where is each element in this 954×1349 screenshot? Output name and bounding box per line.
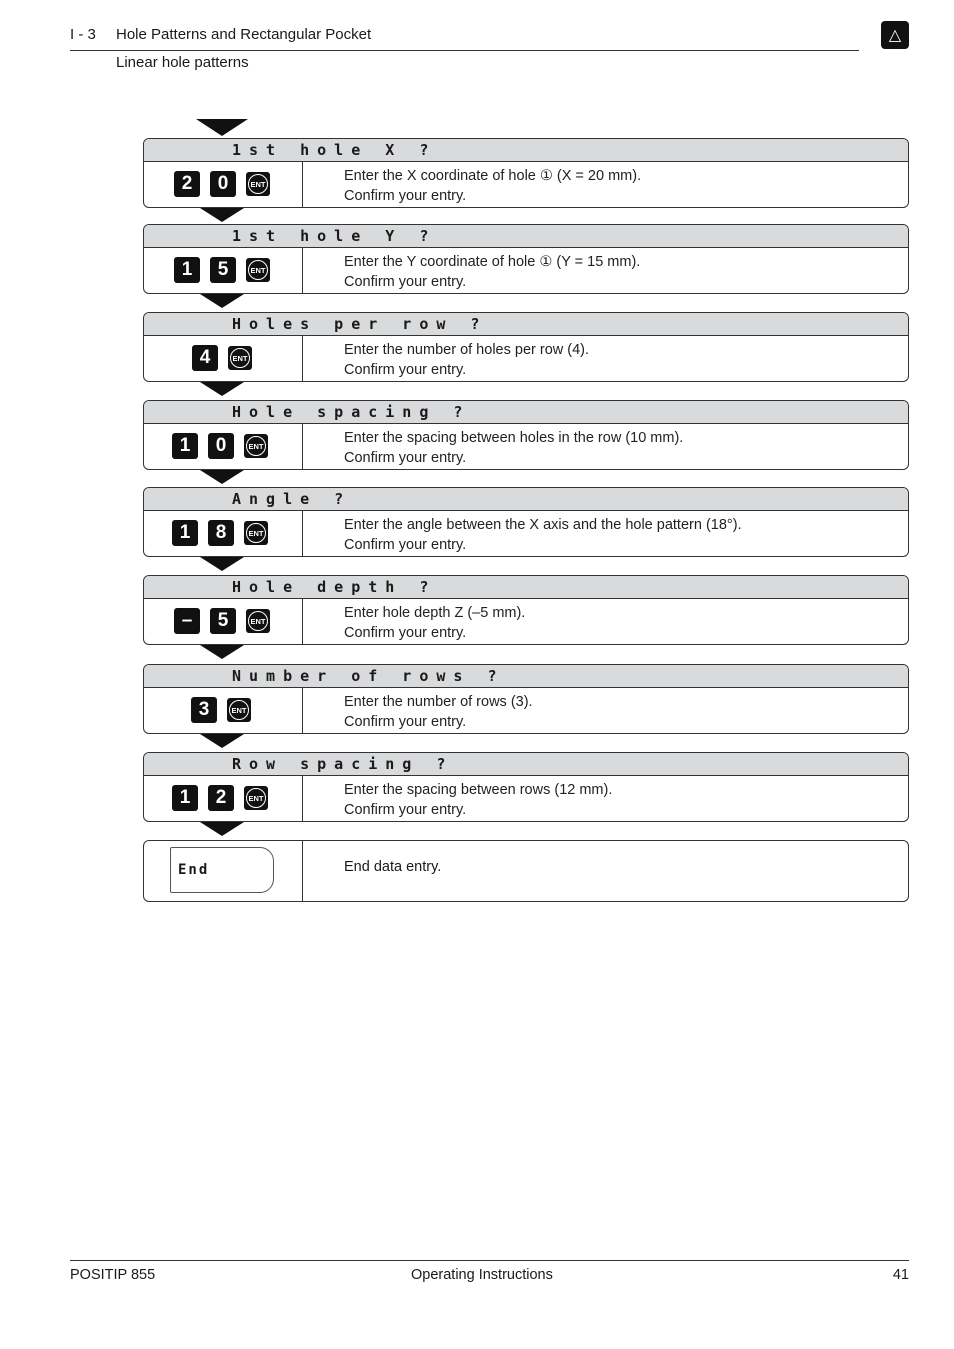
ent-key-icon <box>227 698 251 722</box>
procedure-step <box>143 575 909 645</box>
page-footer <box>70 1260 909 1283</box>
instruction-line: Enter the number of holes per row (4). <box>344 342 590 358</box>
confirm-line: Confirm your entry. <box>344 362 467 378</box>
procedure-step <box>143 664 909 734</box>
confirm-line: Confirm your entry. <box>344 537 467 553</box>
flow-arrow <box>200 294 244 308</box>
ent-key-label: ENT <box>246 436 266 456</box>
key-sequence-cell <box>144 248 303 293</box>
prompt-text: Row spacing ? <box>232 755 454 773</box>
digit-key: 2 <box>208 785 234 811</box>
confirm-line: Confirm your entry. <box>344 188 467 204</box>
key-sequence-cell <box>144 336 303 381</box>
digit-key: 1 <box>172 520 198 546</box>
key-sequence <box>172 785 268 811</box>
step-description <box>344 166 641 206</box>
prompt-bar <box>144 665 908 688</box>
end-display <box>170 847 274 893</box>
prompt-bar <box>144 576 908 599</box>
digit-key: 0 <box>210 171 236 197</box>
step-description <box>344 340 589 380</box>
instruction-line: Enter the angle between the X axis and the hole pattern (18°). <box>344 517 742 533</box>
instruction-line: Enter the X coordinate of hole ① (X = 20 mm). <box>344 168 642 184</box>
flow-arrow <box>200 822 244 836</box>
page-number: 41 <box>892 1267 909 1283</box>
ent-key-icon <box>246 258 270 282</box>
ent-key-icon <box>244 521 268 545</box>
prompt-text: 1st hole Y ? <box>232 227 437 245</box>
prompt-text: Number of rows ? <box>232 667 505 685</box>
triangle-icon: △ <box>881 21 909 49</box>
digit-key: 5 <box>210 257 236 283</box>
prompt-bar <box>144 753 908 776</box>
step-description <box>344 428 683 468</box>
end-display-cell <box>144 841 303 901</box>
flow-arrow <box>200 382 244 396</box>
prompt-text: Holes per row ? <box>232 315 488 333</box>
procedure-step <box>143 752 909 822</box>
instruction-line: Enter the spacing between holes in the row (10 mm). <box>344 430 684 446</box>
key-sequence <box>174 257 270 283</box>
end-description: End data entry. <box>344 859 442 875</box>
ent-key-icon <box>228 346 252 370</box>
page-header <box>70 24 859 51</box>
digit-key: 1 <box>172 433 198 459</box>
prompt-text: 1st hole X ? <box>232 141 437 159</box>
ent-key-label: ENT <box>248 260 268 280</box>
ent-key-label: ENT <box>248 174 268 194</box>
key-sequence-cell <box>144 424 303 469</box>
ent-key-icon <box>246 172 270 196</box>
flow-arrow <box>200 557 244 571</box>
minus-key: – <box>174 608 200 634</box>
step-description <box>344 603 525 643</box>
prompt-text: Hole depth ? <box>232 578 437 596</box>
flow-arrow <box>200 734 244 748</box>
key-sequence-cell <box>144 688 303 733</box>
prompt-bar <box>144 313 908 336</box>
digit-key: 2 <box>174 171 200 197</box>
confirm-line: Confirm your entry. <box>344 625 467 641</box>
procedure-step <box>143 400 909 470</box>
ent-key-label: ENT <box>246 523 266 543</box>
procedure-step <box>143 138 909 208</box>
key-sequence <box>174 608 270 634</box>
ent-key-icon <box>246 609 270 633</box>
prompt-text: Angle ? <box>232 490 352 508</box>
confirm-line: Confirm your entry. <box>344 450 467 466</box>
section-title: Hole Patterns and Rectangular Pocket <box>116 26 372 43</box>
confirm-line: Confirm your entry. <box>344 802 467 818</box>
prompt-bar <box>144 401 908 424</box>
ent-key-label: ENT <box>248 611 268 631</box>
key-sequence <box>172 520 268 546</box>
digit-key: 0 <box>208 433 234 459</box>
digit-key: 4 <box>192 345 218 371</box>
digit-key: 1 <box>174 257 200 283</box>
ent-key-label: ENT <box>229 700 249 720</box>
step-description <box>344 692 533 732</box>
end-step <box>143 840 909 902</box>
key-sequence <box>172 433 268 459</box>
prompt-bar <box>144 488 908 511</box>
instruction-line: Enter the Y coordinate of hole ① (Y = 15 mm). <box>344 254 641 270</box>
prompt-bar <box>144 139 908 162</box>
key-sequence-cell <box>144 511 303 556</box>
procedure-step <box>143 487 909 557</box>
prompt-text: Hole spacing ? <box>232 403 471 421</box>
step-description <box>344 252 640 292</box>
step-description <box>344 515 742 555</box>
prompt-bar <box>144 225 908 248</box>
flow-arrow <box>200 645 244 659</box>
ent-key-label: ENT <box>246 788 266 808</box>
ent-key-icon <box>244 434 268 458</box>
digit-key: 5 <box>210 608 236 634</box>
key-sequence-cell <box>144 162 303 207</box>
flow-arrow <box>200 208 244 222</box>
key-sequence <box>191 697 251 723</box>
confirm-line: Confirm your entry. <box>344 714 467 730</box>
footer-doc-title: Operating Instructions <box>411 1267 553 1283</box>
digit-key: 1 <box>172 785 198 811</box>
procedure-step <box>143 224 909 294</box>
digit-key: 8 <box>208 520 234 546</box>
confirm-line: Confirm your entry. <box>344 274 467 290</box>
digit-key: 3 <box>191 697 217 723</box>
step-description <box>344 780 612 820</box>
flow-arrow-start <box>196 119 248 136</box>
flow-arrow <box>200 470 244 484</box>
key-sequence <box>174 171 270 197</box>
end-display-text: End <box>178 862 210 878</box>
key-sequence <box>192 345 252 371</box>
subsection-title: Linear hole patterns <box>116 54 249 71</box>
ent-key-label: ENT <box>230 348 250 368</box>
footer-product: POSITIP 855 <box>70 1267 156 1283</box>
procedure-step <box>143 312 909 382</box>
instruction-line: Enter the spacing between rows (12 mm). <box>344 782 613 798</box>
key-sequence-cell <box>144 776 303 821</box>
ent-key-icon <box>244 786 268 810</box>
instruction-line: Enter hole depth Z (–5 mm). <box>344 605 526 621</box>
instruction-line: Enter the number of rows (3). <box>344 694 533 710</box>
section-number: I - 3 <box>70 26 96 43</box>
key-sequence-cell <box>144 599 303 644</box>
